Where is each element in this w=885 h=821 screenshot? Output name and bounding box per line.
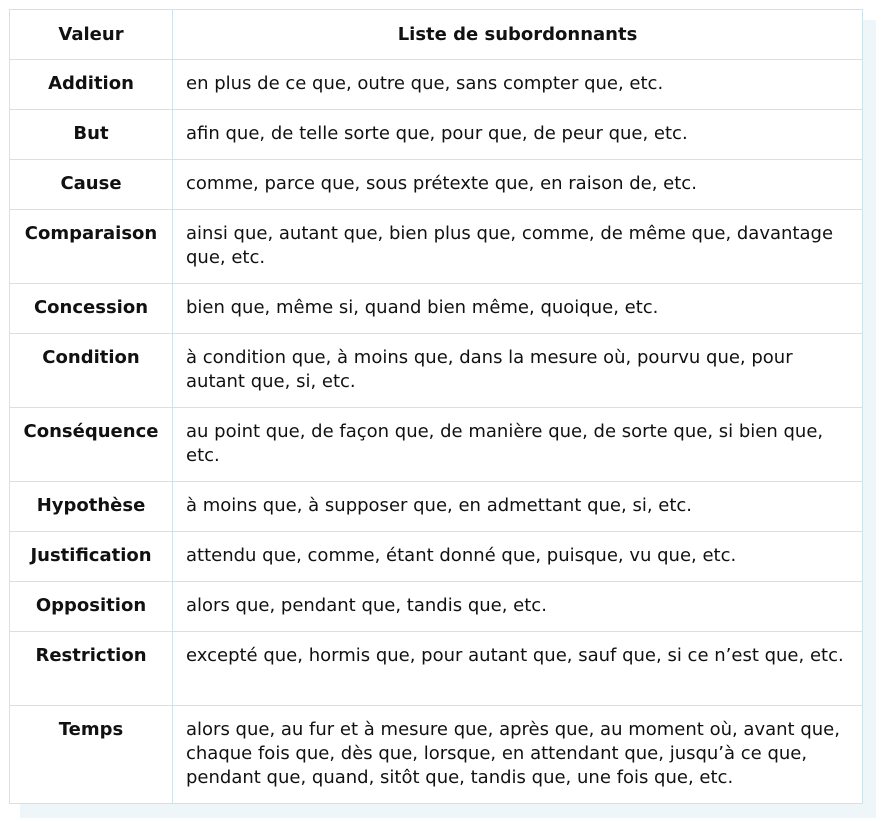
table-row bbox=[10, 582, 863, 632]
row-value: Comparaison bbox=[10, 210, 173, 284]
table-row bbox=[10, 210, 863, 284]
row-value: Hypothèse bbox=[10, 482, 173, 532]
row-list: en plus de ce que, outre que, sans compter que, etc. bbox=[173, 60, 863, 110]
table-row bbox=[10, 60, 863, 110]
row-value: Temps bbox=[10, 706, 173, 804]
row-list: alors que, au fur et à mesure que, après que, au moment où, avant que, chaque fois que, dès que, lorsque, en attendant que, jusqu’à ce que, pendant que, quand, sitôt que, tandis que, une fois que, etc. bbox=[173, 706, 863, 804]
row-list: comme, parce que, sous prétexte que, en raison de, etc. bbox=[173, 160, 863, 210]
header-row bbox=[10, 10, 863, 60]
row-list: bien que, même si, quand bien même, quoique, etc. bbox=[173, 284, 863, 334]
table-row bbox=[10, 284, 863, 334]
row-list: alors que, pendant que, tandis que, etc. bbox=[173, 582, 863, 632]
row-list: au point que, de façon que, de manière que, de sorte que, si bien que, etc. bbox=[173, 408, 863, 482]
row-list: à moins que, à supposer que, en admettant que, si, etc. bbox=[173, 482, 863, 532]
row-value: Justification bbox=[10, 532, 173, 582]
row-list: ainsi que, autant que, bien plus que, comme, de même que, davantage que, etc. bbox=[173, 210, 863, 284]
row-value: But bbox=[10, 110, 173, 160]
table-row bbox=[10, 532, 863, 582]
header-value: Valeur bbox=[10, 10, 173, 60]
row-value: Condition bbox=[10, 334, 173, 408]
row-value: Conséquence bbox=[10, 408, 173, 482]
row-list: attendu que, comme, étant donné que, puisque, vu que, etc. bbox=[173, 532, 863, 582]
row-value: Cause bbox=[10, 160, 173, 210]
table-row bbox=[10, 408, 863, 482]
row-list: afin que, de telle sorte que, pour que, de peur que, etc. bbox=[173, 110, 863, 160]
row-list: excepté que, hormis que, pour autant que, sauf que, si ce n’est que, etc. bbox=[173, 632, 863, 706]
table-row bbox=[10, 160, 863, 210]
row-value: Addition bbox=[10, 60, 173, 110]
row-value: Opposition bbox=[10, 582, 173, 632]
header-list: Liste de subordonnants bbox=[173, 10, 863, 60]
row-list: à condition que, à moins que, dans la mesure où, pourvu que, pour autant que, si, etc. bbox=[173, 334, 863, 408]
table-row bbox=[10, 706, 863, 804]
row-value: Concession bbox=[10, 284, 173, 334]
table-row bbox=[10, 110, 863, 160]
table-row bbox=[10, 482, 863, 532]
subordinators-table bbox=[9, 9, 863, 804]
table-row bbox=[10, 632, 863, 706]
row-value: Restriction bbox=[10, 632, 173, 706]
table-row bbox=[10, 334, 863, 408]
